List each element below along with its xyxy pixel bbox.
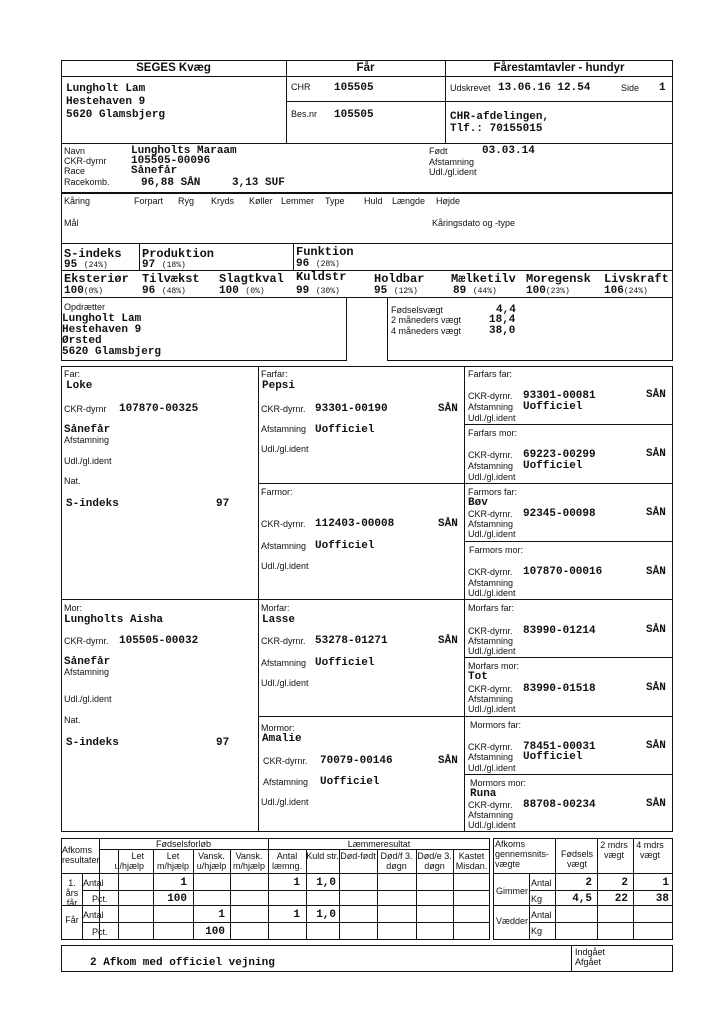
racekomb-label: Racekomb. (64, 177, 110, 187)
mor-nat-label: Nat. (64, 715, 81, 725)
morfar-ckr-label: CKR-dyrnr. (261, 636, 306, 646)
slagtkval-label: Slagtkval (219, 272, 284, 286)
g3-4-role: Morfars far: (468, 603, 515, 613)
g3-4-udl-label: Udl./gl.ident (468, 646, 516, 656)
farmor-breed: SÅN (438, 518, 458, 530)
far-sindeks-label: S-indeks (66, 498, 119, 510)
karing-label: Kåring (64, 196, 91, 206)
g3-5-name: Tot (468, 671, 488, 683)
g3-3-afst-label: Afstamning (468, 578, 514, 588)
r1-kuld: 1,0 (316, 877, 336, 889)
kuldstr-label: Kuldstr (296, 270, 347, 284)
g3-6-breed: SÅN (646, 740, 666, 752)
karing-col-type: Type (325, 196, 345, 206)
avg-h-head (493, 873, 673, 874)
livskraft-value: 106(24%) (604, 285, 648, 297)
farfar-afst-label: Afstamning (261, 424, 307, 434)
breeder-line4: 5620 Glamsbjerg (62, 346, 162, 358)
gimmer-kg-2m: 22 (614, 893, 628, 905)
g3-4-breed: SÅN (646, 624, 666, 636)
r1-let-m-pct: 100 (167, 893, 187, 905)
g3-7-udl-label: Udl./gl.ident (468, 820, 516, 830)
farmor-ckr-label: CKR-dyrnr. (261, 519, 306, 529)
gimmer-label: Gimmer (496, 886, 528, 896)
chr-label: CHR (291, 82, 311, 92)
g3-0-breed: SÅN (646, 389, 666, 401)
farmor-udl-label: Udl./gl.ident (261, 561, 309, 571)
sindeks-value: 95 (24%) (64, 259, 108, 271)
g3-5-ckr: 83990-01518 (523, 683, 596, 695)
g3-1-afst-label: Afstamning (468, 461, 514, 471)
produktion-label: Produktion (142, 247, 215, 261)
moregensk-value: 100(23%) (526, 285, 570, 297)
pedigree-g2-div-2 (258, 716, 464, 717)
g3-0-afst-label: Afstamning (468, 402, 514, 412)
mor-sindeks: 97 (216, 737, 230, 749)
karing-col-huld: Huld (364, 196, 383, 206)
row2-antal-label: Antal (83, 910, 104, 920)
holdbar-value: 95 (12%) (374, 285, 418, 297)
r2-antal-laem: 1 (293, 909, 300, 921)
g3-0-ckr-label: CKR-dyrnr. (468, 391, 513, 401)
mormor-afst-label: Afstamning (263, 777, 309, 787)
fodselsforlob-label: Fødselsforløb (155, 839, 211, 849)
g3-1-breed: SÅN (646, 448, 666, 460)
off-col-2: Vansk. u/hjælp (196, 851, 227, 871)
farfar-afst: Uofficiel (315, 424, 375, 436)
g3-4-afst-label: Afstamning (468, 636, 514, 646)
g3-2-udl-label: Udl./gl.ident (468, 529, 516, 539)
off-h-sub (99, 849, 490, 850)
mor-name: Lungholts Aisha (64, 614, 164, 626)
g3-3-breed: SÅN (646, 566, 666, 578)
pedigree-g3-div-6 (464, 774, 673, 775)
off-v-0 (99, 838, 100, 940)
morfar-role: Morfar: (261, 603, 290, 613)
row1-pct-label: Pct. (92, 894, 108, 904)
off-h-mid (61, 905, 490, 906)
dept-line1: CHR-afdelingen, (450, 111, 550, 123)
r1-let-m-antal: 1 (180, 877, 187, 889)
g3-5-afst-label: Afstamning (468, 694, 514, 704)
pedigree-g3-div-3 (464, 541, 673, 542)
farfar-breed: SÅN (438, 403, 458, 415)
indices-vdiv-1 (139, 243, 140, 270)
produktion-value: 97 (18%) (142, 259, 186, 271)
r2-vansk-u-pct: 100 (205, 926, 225, 938)
pedigree-g3-div-2 (464, 483, 673, 484)
far-name: Loke (66, 380, 93, 392)
mor-role: Mor: (64, 603, 82, 613)
besnr-value: 105505 (334, 109, 374, 121)
mor-ckr: 105505-00032 (119, 635, 199, 647)
g3-6-ckr: 78451-00031 (523, 741, 596, 753)
off-v-6 (306, 849, 307, 940)
r2-kuld: 1,0 (316, 909, 336, 921)
karing-col-kryds: Kryds (211, 196, 235, 206)
karing-col-ryg: Ryg (178, 196, 195, 206)
avg-v-0 (529, 873, 530, 940)
karing-col-lemmer: Lemmer (281, 196, 315, 206)
udl-label: Udl./gl.ident (429, 167, 477, 177)
tilvaekst-label: Tilvækst (142, 272, 200, 286)
off-h-head (61, 873, 490, 874)
mal-label: Mål (64, 218, 79, 228)
footer-vdiv (571, 945, 572, 972)
mormor-ckr-label: CKR-dyrnr. (263, 756, 308, 766)
eksterior-value: 100(0%) (64, 285, 104, 297)
gimmer-antal-birth: 2 (585, 877, 592, 889)
mor-sindeks-label: S-indeks (66, 737, 119, 749)
livskraft-label: Livskraft (604, 272, 669, 286)
far-race: Sånefår (64, 424, 111, 436)
m4-weight: 38,0 (489, 325, 516, 337)
breeder-line1: Lungholt Lam (62, 313, 142, 325)
mor-ckr-label: CKR-dyrnr. (64, 636, 109, 646)
funktion-value: 96 (28%) (296, 258, 340, 270)
animal-name: Lungholts Maraam (131, 145, 237, 157)
g3-7-afst-label: Afstamning (468, 810, 514, 820)
besnr-label: Bes.nr (291, 109, 318, 119)
mormor-ckr: 70079-00146 (320, 755, 393, 767)
mormor-role: Mormor: (261, 723, 295, 733)
g3-7-ckr: 88708-00234 (523, 799, 596, 811)
row1-antal-label: Antal (83, 878, 104, 888)
g3-5-role: Morfars mor: (468, 661, 520, 671)
mor-udl-label: Udl./gl.ident (64, 694, 112, 704)
gimmer-kg-label: Kg (531, 894, 543, 904)
g3-1-ckr-label: CKR-dyrnr. (468, 450, 513, 460)
avg-col-birth: Fødsels vægt (560, 849, 593, 869)
off-col-3: Vansk. m/hjælp (232, 851, 265, 871)
g3-1-udl-label: Udl./gl.ident (468, 472, 516, 482)
karing-col-forpart: Forpart (134, 196, 164, 206)
off-col-1: Let m/hjælp (156, 851, 189, 871)
mormor-breed: SÅN (438, 755, 458, 767)
avg-h-g1 (529, 890, 673, 891)
maelketilv-value: 89 (44%) (453, 285, 497, 297)
g3-7-role: Mormors mor: (470, 778, 526, 788)
species-title: Får (356, 62, 375, 74)
farfar-name: Pepsi (262, 380, 296, 392)
indices-vdiv-2 (293, 243, 294, 270)
off-h-r1 (82, 890, 490, 891)
morfar-udl-label: Udl./gl.ident (261, 678, 309, 688)
printed-label: Udskrevet (450, 83, 491, 93)
fodt-value: 03.03.14 (482, 145, 535, 157)
gimmer-kg-4m: 38 (655, 893, 669, 905)
g3-7-name: Runa (470, 788, 497, 800)
g3-4-ckr: 83990-01214 (523, 625, 596, 637)
owner-street: Hestehaven 9 (66, 96, 146, 108)
avg-h-mid (493, 905, 673, 906)
footer-note: 2 Afkom med officiel vejning (90, 957, 275, 969)
tilvaekst-value: 96 (48%) (142, 285, 186, 297)
birth-weight: 4,4 (496, 304, 516, 316)
farfar-role: Farfar: (261, 369, 288, 379)
eksterior-label: Eksteriør (64, 272, 129, 286)
pedigree-mid (61, 599, 673, 600)
far-role: Far: (64, 369, 81, 379)
g3-5-udl-label: Udl./gl.ident (468, 704, 516, 714)
g3-6-udl-label: Udl./gl.ident (468, 763, 516, 773)
laemmeresultat-label: Læmmeresultat (347, 839, 411, 849)
maelketilv-label: Mælketilv (451, 272, 516, 286)
holdbar-label: Holdbar (374, 272, 425, 286)
fodt-label: Født (429, 146, 448, 156)
document-title: Fårestamtavler - hundyr (493, 62, 625, 74)
g3-4-ckr-label: CKR-dyrnr. (468, 626, 513, 636)
r1-antal-laem: 1 (293, 877, 300, 889)
avg-title: Afkoms gennemsnits-vægte (495, 839, 550, 869)
page-value: 1 (659, 82, 666, 94)
m2-weight-label: 2 måneders vægt (391, 315, 462, 325)
avg-v-2 (597, 838, 598, 940)
g3-2-name: Bøv (468, 497, 488, 509)
navn-label: Navn (64, 146, 86, 156)
g3-6-afst-label: Afstamning (468, 752, 514, 762)
pedigree-g2-div-1 (258, 483, 464, 484)
moregensk-label: Moregensk (526, 272, 591, 286)
afkoms-resultater-label: Afkoms resultater (62, 845, 100, 865)
farmor-afst-label: Afstamning (261, 541, 307, 551)
g3-1-afst: Uofficiel (523, 460, 583, 472)
dept-line2: Tlf.: 70155015 (450, 123, 543, 135)
far-sindeks: 97 (216, 498, 230, 510)
chr-value: 105505 (334, 82, 374, 94)
vaedder-label: Vædder (495, 916, 529, 926)
vaedder-kg-label: Kg (531, 926, 543, 936)
avg-v-3 (633, 838, 634, 940)
pedigree-g3-div-1 (464, 424, 673, 425)
indgaet-label: Indgået (575, 947, 606, 957)
far-ckr: 107870-00325 (119, 403, 199, 415)
off-col-5: Kuld str. (306, 851, 339, 861)
gimmer-kg-birth: 4,5 (572, 893, 592, 905)
pedigree-g3-div-4 (464, 657, 673, 658)
off-col-0: Let u/hjælp (114, 851, 144, 871)
mormor-afst: Uofficiel (320, 776, 380, 788)
farmor-afst: Uofficiel (315, 540, 375, 552)
org-title: SEGES Kvæg (136, 62, 211, 74)
g3-3-udl-label: Udl./gl.ident (468, 588, 516, 598)
g3-1-role: Farfars mor: (468, 428, 518, 438)
m2-weight: 18,4 (489, 314, 516, 326)
farmor-ckr: 112403-00008 (315, 518, 395, 530)
far-nat-label: Nat. (64, 476, 81, 486)
kuldstr-value: 99 (30%) (296, 285, 340, 297)
g3-2-ckr-label: CKR-dyrnr. (468, 509, 513, 519)
off-h-r2 (82, 922, 490, 923)
printed-value: 13.06.16 12.54 (498, 82, 591, 94)
morfar-afst: Uofficiel (315, 657, 375, 669)
off-v-7 (339, 849, 340, 940)
row-far-label: Får (65, 915, 79, 925)
g3-5-ckr-label: CKR-dyrnr. (468, 684, 513, 694)
g3-0-afst: Uofficiel (523, 401, 583, 413)
r2-vansk-u-antal: 1 (218, 909, 225, 921)
avg-col-2m: 2 mdrs vægt (600, 840, 628, 860)
morfar-breed: SÅN (438, 635, 458, 647)
mormor-udl-label: Udl./gl.ident (261, 797, 309, 807)
g3-6-role: Mormors far: (470, 720, 522, 730)
page-label: Side (621, 83, 640, 93)
karing-col-hojde: Højde (436, 196, 461, 206)
racekomb-2: 3,13 SUF (232, 177, 285, 189)
row-1ars-label: 1. års får (65, 878, 79, 908)
morfar-afst-label: Afstamning (261, 658, 307, 668)
afgaet-label: Afgået (575, 957, 602, 967)
slagtkval-value: 100 (0%) (219, 285, 265, 297)
off-col-9: Kastet Misdan. (455, 851, 488, 871)
funktion-label: Funktion (296, 245, 354, 259)
karingsdato-label: Kåringsdato og -type (432, 218, 516, 228)
g3-7-ckr-label: CKR-dyrnr. (468, 800, 513, 810)
header-divider-chr (286, 101, 673, 102)
far-afst-label: Afstamning (64, 435, 110, 445)
race-label: Race (64, 166, 86, 176)
g3-2-role: Farmors far: (468, 487, 518, 497)
g3-3-ckr-label: CKR-dyrnr. (468, 567, 513, 577)
g3-7-breed: SÅN (646, 798, 666, 810)
g3-3-ckr: 107870-00016 (523, 566, 603, 578)
far-ckr-label: CKR-dyrnr (64, 404, 107, 414)
afstamning-label: Afstamning (429, 157, 475, 167)
owner-city: 5620 Glamsbjerg (66, 109, 166, 121)
g3-2-ckr: 92345-00098 (523, 508, 596, 520)
sindeks-label: S-indeks (64, 247, 122, 261)
racekomb-1: 96,88 SÅN (141, 177, 201, 189)
morfar-name: Lasse (262, 614, 296, 626)
gimmer-antal-4m: 1 (662, 877, 669, 889)
farfar-udl-label: Udl./gl.ident (261, 444, 309, 454)
gimmer-antal-2m: 2 (621, 877, 628, 889)
g3-0-role: Farfars far: (468, 369, 513, 379)
off-col-7: Død/f 3. døgn (380, 851, 413, 871)
karing-col-koller: Køller (249, 196, 273, 206)
karing-col-laengde: Længde (392, 196, 426, 206)
g3-3-role: Farmors mor: (469, 545, 523, 555)
g3-2-afst-label: Afstamning (468, 519, 514, 529)
row2-pct-label: Pct. (92, 927, 108, 937)
g3-2-breed: SÅN (646, 507, 666, 519)
g3-6-ckr-label: CKR-dyrnr. (468, 742, 513, 752)
off-col-8: Død/e 3. døgn (417, 851, 452, 871)
farmor-role: Farmor: (261, 487, 293, 497)
g3-0-udl-label: Udl./gl.ident (468, 413, 516, 423)
breeder-label: Opdrætter (64, 302, 106, 312)
mormor-name: Amalie (262, 733, 302, 745)
m4-weight-label: 4 måneders vægt (391, 326, 462, 336)
header-divider (61, 76, 673, 77)
animal-ckr: 105505-00096 (131, 155, 211, 167)
g3-6-afst: Uofficiel (523, 751, 583, 763)
mor-race: Sånefår (64, 656, 111, 668)
farfar-ckr-label: CKR-dyrnr. (261, 404, 306, 414)
mor-afst-label: Afstamning (64, 667, 110, 677)
off-col-4: Antal læmng. (271, 851, 302, 871)
breeder-line3: Ørsted (62, 335, 102, 347)
animal-race: Sånefår (131, 165, 178, 177)
pedigree-g3-div-5 (464, 716, 673, 717)
ckr-label: CKR-dyrnr (64, 156, 107, 166)
birth-weight-label: Fødselsvægt (391, 305, 444, 315)
far-udl-label: Udl./gl.ident (64, 456, 112, 466)
avg-col-4m: 4 mdrs vægt (636, 840, 664, 860)
owner-name: Lungholt Lam (66, 83, 146, 95)
g3-0-ckr: 93301-00081 (523, 390, 596, 402)
off-col-6: Død-født (340, 851, 376, 861)
gimmer-antal-label: Antal (531, 878, 552, 888)
avg-h-v1 (529, 922, 673, 923)
vaedder-antal-label: Antal (531, 910, 552, 920)
breeder-line2: Hestehaven 9 (62, 324, 142, 336)
g3-5-breed: SÅN (646, 682, 666, 694)
farfar-ckr: 93301-00190 (315, 403, 388, 415)
g3-1-ckr: 69223-00299 (523, 449, 596, 461)
morfar-ckr: 53278-01271 (315, 635, 388, 647)
